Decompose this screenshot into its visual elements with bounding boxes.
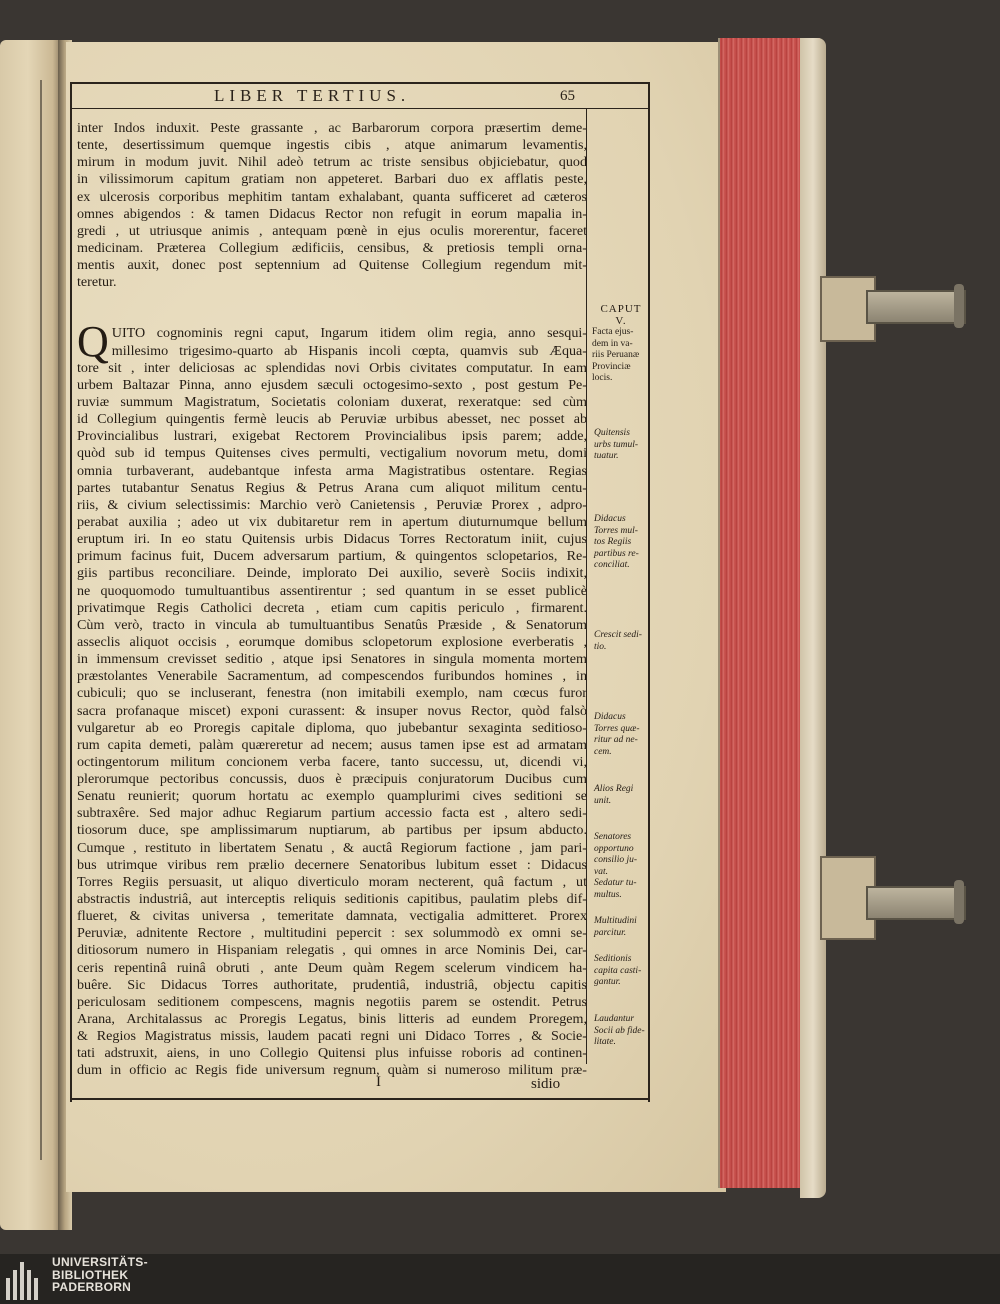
margin-note-line: tio.: [594, 641, 607, 652]
text-line: id Collegium quingentis fermè leucis ab Peruviæ urbibus abesset, nec posset ab: [77, 411, 587, 428]
caput-summary-line: dem in va-: [592, 338, 633, 349]
margin-note-line: capita casti-: [594, 965, 642, 976]
margin-note-line: urbs tumul-: [594, 439, 639, 450]
frame-right-rule: [648, 82, 650, 1102]
text-line: ceris repentinâ ruinâ obruti , ante Deum quàm Regem scelerum vindicem ha-: [77, 959, 587, 976]
text-line: tente, desertissimum quemque ingestis cibis , atque animarum levamentis,: [77, 137, 587, 154]
margin-note-line: cem.: [594, 746, 612, 757]
library-line: BIBLIOTHEK: [52, 1267, 129, 1282]
margin-note-line: Multitudini: [594, 916, 637, 926]
library-line: UNIVERSITÄTS-: [52, 1255, 148, 1269]
margin-note-line: gantur.: [594, 977, 621, 987]
signature-mark: I: [376, 1074, 381, 1090]
text-line: UITO cognominis regni caput, Ingarum itidem olim regia, anno sesqui-: [111, 325, 587, 342]
text-line: rum capita demeti, palàm quæreretur ad necem; ausus tamen ipse est ad armatam: [77, 736, 587, 753]
text-line: Senatu reunierit; quorum hortatu ac exemplo quamplurimi cives seditioni se: [77, 788, 587, 805]
text-line: riis, & civium selectissimis: Marchio verò Canietensis , Peruviæ Prorex , adpro-: [77, 496, 587, 513]
margin-note-line: Torres mul-: [594, 525, 638, 536]
paragraph-1: [77, 120, 587, 291]
margin-note-line: Seditionis: [594, 954, 632, 964]
text-line: primum facinus fuit, Ducem adversarum partium, & quingentos sclopetarios, Re-: [77, 548, 587, 565]
margin-note-line: unit.: [594, 795, 612, 806]
text-line: teretur.: [77, 274, 117, 291]
text-line: Arana, Architalassus ac Proregis Legatus, binis litteris ad eundem Proregem,: [77, 1011, 587, 1028]
text-line: giis partibus reconciliare. Deinde, implorato Dei auxilio, severè Sociis indixit,: [77, 565, 587, 582]
text-line: eruptum iri. In eo statu Quitensis urbis Didacus Torres Rectoratum iniit, cujus: [77, 531, 587, 548]
library-footer: [0, 1254, 1000, 1304]
caput-number: V.: [615, 314, 627, 327]
text-line: sacra profanaque miscet) exponi curassent: & insuper novus Rector, quòd falsò: [77, 702, 587, 719]
text-line: in vilissimorum capitum gratiam non appeteret. Barbari duo ex afflatis peste,: [77, 171, 587, 188]
caput-summary-line: Facta ejus-: [592, 327, 634, 337]
text-line: vulgaretur ab eo Proregis capitale diploma, quo jubebantur sexaginta seditioso-: [77, 719, 587, 736]
upper-clasp: [820, 276, 965, 338]
text-line: tiosorum duce, spe amplissimarum nuptiarum, ab partibus per ipsum abducto.: [77, 822, 587, 839]
margin-note-line: Quitensis: [594, 428, 630, 438]
margin-note-9: [594, 1014, 645, 1049]
text-line: omnes abigendos : & tamen Didacus Rector non refugit in eorum mapalia in-: [77, 205, 587, 222]
text-line: perabat auxilia ; adeo ut vix dubitaretur rem in apertum diuturnumque bellum: [77, 513, 587, 530]
text-line: octingentorum militum concionem verba facere, tanto successu, ut, dicendi vi,: [77, 753, 587, 770]
text-line: millesimo trigesimo-quarto ab Hispanis incoli cœpta, quamvis sub Æqua-: [111, 342, 587, 359]
margin-note-line: Laudantur: [594, 1014, 635, 1024]
margin-note-line: tuatur.: [594, 451, 619, 461]
text-line: ne quoquomodo tumultuantibus assentirentur ; sed quantum in se esset publicè: [77, 582, 587, 599]
margin-note-line: opportuno: [594, 843, 634, 854]
text-line: mentis auxit, donec post septennium ad Quitense Collegium regendum mit-: [77, 257, 587, 274]
lower-clasp: [820, 856, 965, 918]
caput-summary-line: locis.: [592, 373, 613, 383]
margin-note-line: Crescit sedi-: [594, 630, 642, 640]
catchword: sidio: [531, 1076, 561, 1092]
text-line: gredi , ut utriusque animis , antequam pœnè in ejus oculis morerentur, faceret: [77, 222, 587, 239]
margin-note-line: Alios Regi: [594, 784, 634, 794]
margin-note-line: conciliat.: [594, 560, 630, 570]
library-name: [52, 1256, 148, 1294]
margin-note-line: Torres quæ-: [594, 723, 640, 734]
text-line: quòd sub id tempus Quitenses cives permulti, vectigalium novorum metu, domi: [77, 445, 587, 462]
text-line: partes tutabantur Senatus Regius & Petrus Arana cum aliquot militum centu-: [77, 479, 587, 496]
text-line: urbem Baltazar Pinna, anno ejusdem sæculi octogesimo-sexto , post gestum Pe-: [77, 376, 587, 393]
text-line: & Regios Magistratus missis, laudem pacati regni uni Didaco Torres , & Socie-: [77, 1028, 587, 1045]
margin-note-7: [594, 916, 637, 939]
paragraph-2: [77, 317, 587, 1079]
text-line: medicinam. Præterea Collegium ædificiis, censibus, & pretiosis templi orna-: [77, 239, 587, 256]
running-title: LIBER TERTIUS.: [214, 86, 411, 105]
margin-note-line: litate.: [594, 1037, 616, 1047]
text-line: ditiosorum numero in Hispaniam relegatis , qui omnes in arce Nominis Dei, car-: [77, 942, 587, 959]
margin-note-1: [594, 428, 638, 463]
text-line: tore sit , inter deliciosas ac splendidas novi Orbis civitates computatur. In eam: [77, 359, 587, 376]
book-cover-edge: [800, 38, 826, 1198]
frame-left-rule: [70, 82, 72, 1102]
margin-note-6: [594, 832, 637, 901]
text-line: bus utrimque viribus rem prælio decernere Senatoribus lubitum esset : Didacus: [77, 856, 587, 873]
page-number: 65: [560, 88, 575, 104]
previous-page-edge: [0, 40, 62, 1230]
text-line: inter Indos induxit. Peste grassante , ac Barbarorum corpora præsertim deme-: [77, 120, 587, 136]
margin-note-8: [594, 954, 641, 989]
text-line: abstractis industriâ, aut interceptis reliquis seditionis capitibus, paulatim plebs dif-: [77, 891, 587, 908]
text-line: plerorumque pectoribus concussis, duos è præcipuis conjuratorum Ducibus cum: [77, 771, 587, 788]
frame-top-rule: [70, 82, 650, 84]
text-line: præstolantes Venerabile Sacramentum, ad compescendos furibundos homines , in: [77, 668, 587, 685]
text-line: asseclis aliquot occisis , eorumque domibus sclopetorum explosione everberatis ,: [77, 633, 587, 650]
caput-summary-line: riis Peruanæ: [592, 350, 640, 360]
text-line: tati adstruxit, aiens, in uno Collegio Quitensi plus infuisse roboris ad continen-: [77, 1045, 587, 1062]
text-line: periculosam seditionem compescens, magnis negotiis parem se ostendit. Petrus: [77, 993, 587, 1010]
drop-capital: Q: [77, 317, 109, 367]
text-line: ruviæ summum Magistratum, Societatis coloniam duxerat, rexeratque: sed cùm: [77, 393, 587, 410]
margin-note-line: Sedatur tu-: [594, 878, 637, 888]
text-line: privatimque Regis Catholici decreta , etiam cum capitis periculo , firmarent.: [77, 599, 587, 616]
caput-title: CAPUT: [600, 303, 642, 315]
margin-note-3: [594, 630, 642, 653]
main-text: [77, 120, 587, 1080]
margin-note-line: Senatores: [594, 832, 632, 842]
text-line: Torres Regiis persuasit, ut aliquo diverticulo moram necterent, quâ factum , ut: [77, 873, 587, 890]
text-line: ex ulcerosis corporibus mephitim tantam exhalabant, quanta sufficeret ad cæteros: [77, 188, 587, 205]
text-line: subtraxêre. Sed major adhuc Regiarum partium accessio facta est , altero sedi-: [77, 805, 587, 822]
text-line: buêre. Sic Didacus Torres authoritate, prudentiâ, industriâ, objectu capitis: [77, 976, 587, 993]
margin-note-5: [594, 784, 633, 807]
text-line: in immensum crevisset seditio , atque ipsi Senatores in singula momenta mortem: [77, 651, 587, 668]
margin-note-caput: [592, 304, 650, 385]
margin-note-line: multus.: [594, 889, 622, 900]
text-line: flueret, & civitas universa , temeritate damnata, vectigalia admitteret. Prorex: [77, 908, 587, 925]
text-line: Cumque , restituto in libertatem Senatu , & auctâ Regiorum factione , jam pari-: [77, 839, 587, 856]
margin-note-line: ritur ad ne-: [594, 735, 638, 745]
text-line: cubiculi; quo se incluserant, fenestra (non imitabili exemplo, nam cœcus furor: [77, 685, 587, 702]
margin-note-line: partibus re-: [594, 548, 639, 559]
margin-note-line: Didacus: [594, 514, 626, 524]
library-logo-icon: [6, 1262, 46, 1300]
frame-bottom-rule: [70, 1098, 650, 1100]
margin-note-line: parcitur.: [594, 927, 627, 938]
margin-note-line: consilio ju-: [594, 855, 638, 865]
previous-page-rule: [40, 80, 42, 1160]
text-line: Peruviæ, adnitente Rectore , multitudini pepercit : sex solummodò ex omni se-: [77, 925, 587, 942]
margin-note-line: tos Regiis: [594, 537, 632, 547]
margin-note-line: Socii ab fide-: [594, 1025, 645, 1036]
margin-note-4: [594, 712, 640, 758]
text-line: Provincialibus lustrari, exigebat Rectorem Provincialibus ipsis parem; adde,: [77, 428, 587, 445]
caput-summary-line: Provinciæ: [592, 361, 631, 372]
text-line: mirum in modum juvit. Nihil adeò tetrum ac triste sensibus objiciebatur, quod: [77, 154, 587, 171]
header-rule: [70, 108, 650, 109]
text-line: Cùm verò, tracto in vincula ab tumultuantibus Senatûs Præside , & Senatorum: [77, 616, 587, 633]
library-line: PADERBORN: [52, 1280, 132, 1294]
text-line: omnia turbaverant, audebantque infesta arma Magistratibus ostentare. Regias: [77, 462, 587, 479]
text-line: dum in officio ac Regis fide universum regnum, quàm si numeroso militum præ-: [77, 1062, 587, 1079]
margin-note-line: vat.: [594, 866, 608, 877]
margin-note-line: Didacus: [594, 712, 626, 722]
margin-note-2: [594, 514, 639, 572]
